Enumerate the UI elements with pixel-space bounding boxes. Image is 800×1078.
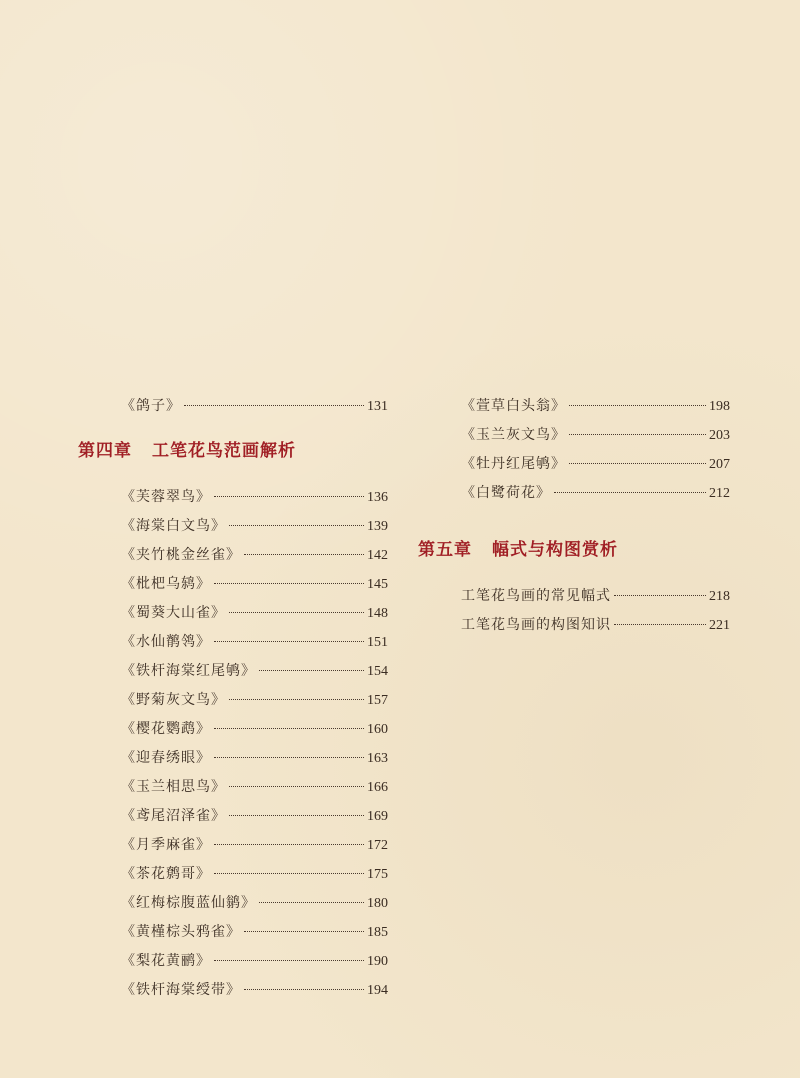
toc-entry-page: 221 (709, 618, 730, 633)
toc-entry-title: 《鸢尾沼泽雀》 (121, 808, 226, 824)
toc-entry[interactable] (78, 715, 388, 744)
toc-entry[interactable] (78, 483, 388, 512)
toc-entry[interactable] (78, 392, 388, 421)
leader-dots (214, 583, 364, 584)
toc-entry[interactable] (78, 599, 388, 628)
leader-dots (214, 728, 364, 729)
toc-entry-title: 《玉兰灰文鸟》 (461, 427, 566, 443)
toc-entry-page: 136 (367, 490, 388, 505)
leader-dots (229, 699, 364, 700)
leader-dots (244, 554, 364, 555)
toc-entry-title: 《鸽子》 (121, 398, 181, 414)
leader-dots (229, 786, 364, 787)
toc-entry[interactable] (418, 479, 730, 508)
toc-entry-title: 《枇杷乌鸫》 (121, 576, 211, 592)
leader-dots (569, 463, 706, 464)
toc-entry-page: 151 (367, 635, 388, 650)
toc-entry[interactable] (78, 512, 388, 541)
toc-entry-title: 《樱花鹦鹉》 (121, 721, 211, 737)
leader-dots (184, 405, 364, 406)
toc-entry[interactable] (418, 392, 730, 421)
toc-entry-page: 139 (367, 519, 388, 534)
chapter-number: 第四章 (78, 441, 132, 461)
toc-right-column (418, 392, 730, 640)
toc-entry-title: 《水仙鹡鸰》 (121, 634, 211, 650)
toc-entry-title: 《茶花鹩哥》 (121, 866, 211, 882)
leader-dots (214, 641, 364, 642)
toc-entry[interactable] (418, 421, 730, 450)
toc-entry-page: 145 (367, 577, 388, 592)
leader-dots (214, 496, 364, 497)
toc-entry-page: 160 (367, 722, 388, 737)
toc-entry-page: 203 (709, 428, 730, 443)
leader-dots (214, 960, 364, 961)
leader-dots (554, 492, 706, 493)
toc-entry-page: 194 (367, 983, 388, 998)
toc-entry-title: 《黄槿棕头鸦雀》 (121, 924, 241, 940)
toc-entry-title: 《月季麻雀》 (121, 837, 211, 853)
chapter5-entries (418, 582, 730, 640)
toc-entry-page: 131 (367, 399, 388, 414)
toc-entry-page: 190 (367, 954, 388, 969)
toc-entry[interactable] (78, 918, 388, 947)
leader-dots (244, 989, 364, 990)
toc-entry-page: 163 (367, 751, 388, 766)
toc-entry-title: 《铁杆海棠红尾鸲》 (121, 663, 256, 679)
toc-entry-page: 166 (367, 780, 388, 795)
leader-dots (614, 624, 706, 625)
toc-entry-title: 《夹竹桃金丝雀》 (121, 547, 241, 563)
leader-dots (229, 525, 364, 526)
toc-entry-title: 《梨花黄鹂》 (121, 953, 211, 969)
toc-entry-page: 175 (367, 867, 388, 882)
leader-dots (614, 595, 706, 596)
toc-entry-page: 172 (367, 838, 388, 853)
chapter4-entries (78, 483, 388, 1005)
toc-entry-page: 148 (367, 606, 388, 621)
toc-entry-page: 154 (367, 664, 388, 679)
toc-entry[interactable] (78, 860, 388, 889)
leader-dots (259, 902, 364, 903)
toc-entry-title: 《萱草白头翁》 (461, 398, 566, 414)
toc-entry[interactable] (78, 889, 388, 918)
toc-entry-page: 157 (367, 693, 388, 708)
toc-entry-title: 《牡丹红尾鸲》 (461, 456, 566, 472)
chapter-title: 工笔花鸟范画解析 (152, 441, 296, 461)
toc-entry[interactable] (418, 611, 730, 640)
toc-entry-title: 《迎春绣眼》 (121, 750, 211, 766)
toc-entry-title: 《野菊灰文鸟》 (121, 692, 226, 708)
chapter-number: 第五章 (418, 540, 472, 560)
leader-dots (214, 873, 364, 874)
right-top-entries (418, 392, 730, 508)
toc-entry[interactable] (78, 947, 388, 976)
leader-dots (229, 612, 364, 613)
toc-entry-page: 218 (709, 589, 730, 604)
toc-entry[interactable] (78, 570, 388, 599)
toc-entry-title: 《海棠白文鸟》 (121, 518, 226, 534)
toc-entry[interactable] (418, 582, 730, 611)
chapter-heading[interactable] (78, 427, 388, 475)
toc-entry[interactable] (78, 802, 388, 831)
leader-dots (569, 405, 706, 406)
leader-dots (214, 844, 364, 845)
leader-dots (214, 757, 364, 758)
toc-entry-page: 198 (709, 399, 730, 414)
chapter-heading[interactable] (418, 526, 730, 574)
toc-entry[interactable] (78, 744, 388, 773)
toc-entry[interactable] (78, 773, 388, 802)
toc-entry-page: 180 (367, 896, 388, 911)
toc-entry-page: 212 (709, 486, 730, 501)
leader-dots (569, 434, 706, 435)
toc-entry-title: 《红梅棕腹蓝仙鹟》 (121, 895, 256, 911)
toc-entry[interactable] (78, 541, 388, 570)
toc-entry[interactable] (78, 628, 388, 657)
toc-entry-page: 207 (709, 457, 730, 472)
toc-entry[interactable] (78, 976, 388, 1005)
toc-entry-page: 169 (367, 809, 388, 824)
toc-entry-page: 142 (367, 548, 388, 563)
toc-entry[interactable] (418, 450, 730, 479)
toc-entry-page: 185 (367, 925, 388, 940)
leader-dots (244, 931, 364, 932)
toc-entry-title: 《铁杆海棠绶带》 (121, 982, 241, 998)
chapter-title: 幅式与构图赏析 (492, 540, 618, 560)
toc-entry[interactable] (78, 657, 388, 686)
toc-left-column (78, 392, 388, 1005)
toc-entry-title: 工笔花鸟画的构图知识 (461, 617, 611, 633)
toc-entry[interactable] (78, 831, 388, 860)
leader-dots (259, 670, 364, 671)
toc-entry-title: 《白鹭荷花》 (461, 485, 551, 501)
toc-entry-title: 《蜀葵大山雀》 (121, 605, 226, 621)
toc-entry-title: 《芙蓉翠鸟》 (121, 489, 211, 505)
toc-entry-title: 工笔花鸟画的常见幅式 (461, 588, 611, 604)
toc-entry[interactable] (78, 686, 388, 715)
leader-dots (229, 815, 364, 816)
toc-entry-title: 《玉兰相思鸟》 (121, 779, 226, 795)
